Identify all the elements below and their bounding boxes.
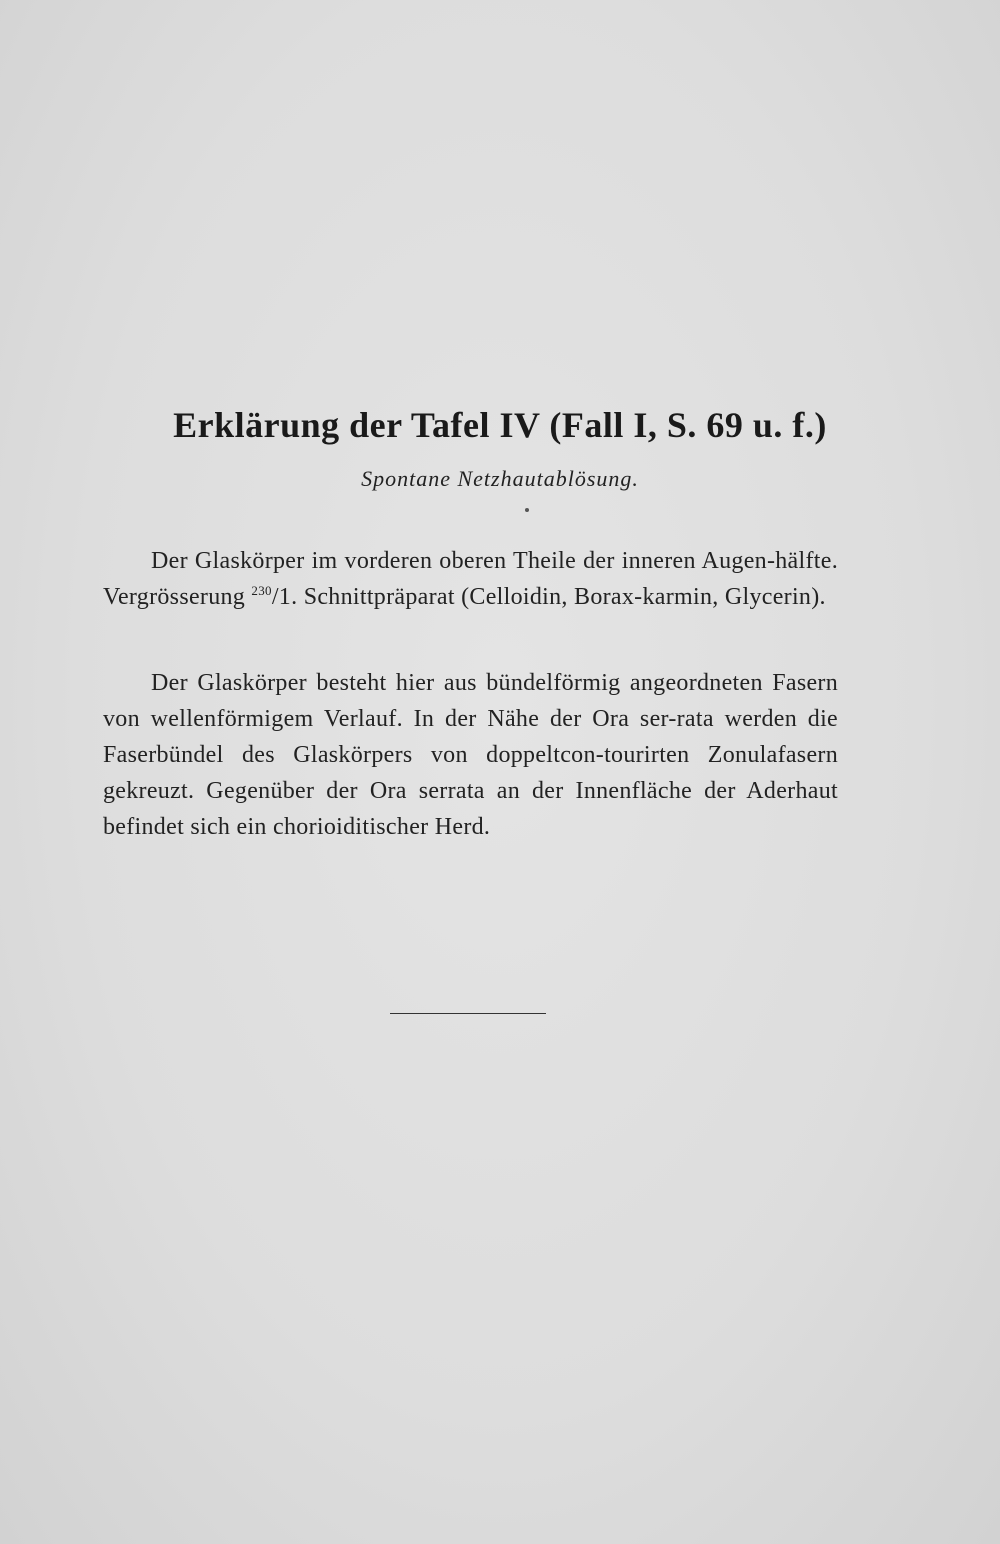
description-paragraph-1: [103, 543, 838, 615]
ornament-dot: [525, 508, 529, 512]
plate-subtitle: Spontane Netzhautablösung.: [361, 466, 639, 491]
closing-rule: [390, 1013, 546, 1014]
description-paragraph-2: Der Glaskörper besteht hier aus bündelförmig angeordneten Fasern von wellenförmigem Verlauf. In der Nähe der Ora ser-rata werden die Faserbündel des Glaskörpers von doppeltcon-tourirten Zonulafasern gekreuzt. Gegenüber der Ora serrata an der Innenfläche der Aderhaut befindet sich ein chorioiditischer Herd.: [103, 670, 838, 840]
paragraph-1-text-a: Der Glaskörper im vorderen oberen Theile der inneren Augen-hälfte. Vergrösserung: [103, 548, 838, 610]
plate-title: Erklärung der Tafel IV (Fall I, S. 69 u. f.): [173, 405, 827, 445]
magnification-denominator: /1: [271, 584, 292, 610]
paragraph-1-text-b: . Schnittpräparat (Celloidin, Borax-karmin, Glycerin).: [291, 584, 826, 610]
magnification-numerator: 230: [251, 583, 272, 598]
